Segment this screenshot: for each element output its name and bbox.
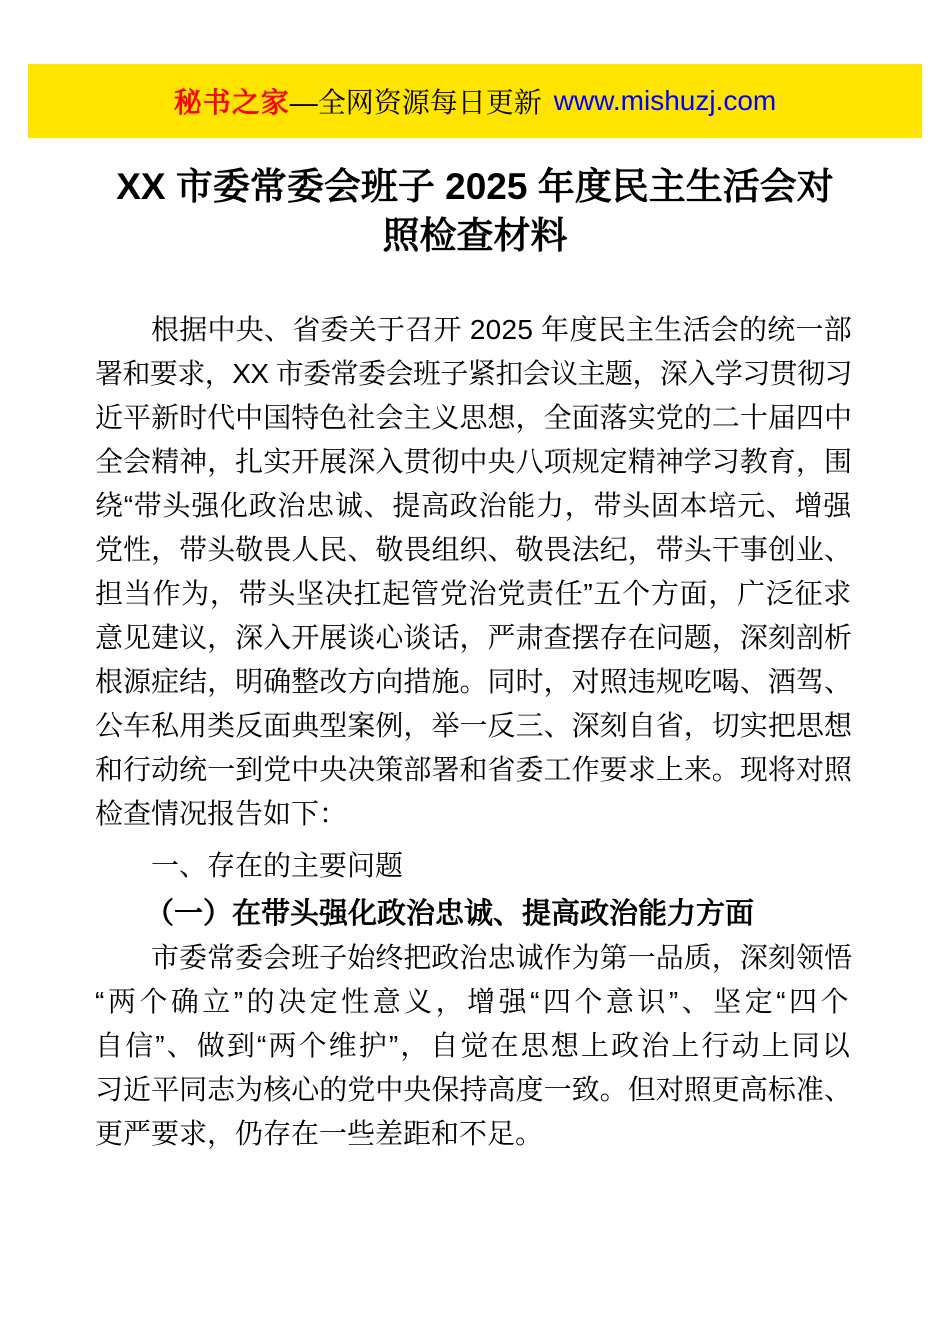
body-line [95, 660, 852, 704]
document-body [95, 308, 852, 1156]
body-line-text: 绕“带头强化政治忠诚、提高政治能力，带头固本培元、增强 [95, 490, 852, 521]
document-title-line1: XX 市委常委会班子 2025 年度民主生活会对 [116, 166, 834, 207]
body-line [95, 396, 852, 440]
body-line-text: 意见建议，深入开展谈心谈话，严肃查摆存在问题，深刻剖析 [95, 622, 852, 653]
body-line [95, 980, 852, 1024]
body-line-text: 近平新时代中国特色社会主义思想，全面落实党的二十届四中 [95, 402, 852, 433]
site-name: 秘书之家 [173, 87, 290, 118]
body-line-text: 担当作为，带头坚决扛起管党治党责任”五个方面，广泛征求 [95, 578, 852, 609]
body-line-text: 署和要求，XX 市委常委会班子紧扣会议主题，深入学习贯彻习 [95, 358, 852, 389]
body-line [95, 528, 852, 572]
body-line-text: 自信”、做到“两个维护”，自觉在思想上政治上行动上同以 [95, 1030, 852, 1061]
document-title-line2: 照检查材料 [382, 215, 568, 256]
body-line-text: 根源症结，明确整改方向措施。同时，对照违规吃喝、酒驾、 [95, 666, 852, 697]
body-line-text: 检查情况报告如下： [95, 798, 348, 829]
body-line [95, 748, 852, 792]
body-line [95, 440, 852, 484]
body-line [95, 616, 852, 660]
body-line-text: 党性，带头敬畏人民、敬畏组织、敬畏法纪，带头干事创业、 [95, 534, 852, 565]
body-line-text: 市委常委会班子始终把政治忠诚作为第一品质，深刻领悟 [151, 942, 852, 973]
body-line-text: 全会精神，扎实开展深入贯彻中央八项规定精神学习教育，围 [95, 446, 852, 477]
body-line [95, 792, 852, 836]
body-line [95, 936, 852, 980]
body-line [95, 1024, 852, 1068]
banner-url-link[interactable]: www.mishuzj.com [553, 85, 777, 116]
body-line [95, 704, 852, 748]
body-line [95, 572, 852, 616]
body-line [95, 352, 852, 396]
body-line [95, 1112, 852, 1156]
body-line-text: 和行动统一到党中央决策部署和省委工作要求上来。现将对照 [95, 754, 852, 785]
section-subheading [95, 892, 852, 936]
body-line [95, 484, 852, 528]
body-line-text: 更严要求，仍存在一些差距和不足。 [95, 1118, 544, 1149]
body-line-text: “两个确立”的决定性意义，增强“四个意识”、坚定“四个 [95, 986, 852, 1017]
site-banner [28, 64, 922, 138]
banner-tagline: —全网资源每日更新 [289, 87, 542, 118]
heading-text: 一、存在的主要问题 [151, 850, 404, 881]
body-line-text: 公车私用类反面典型案例，举一反三、深刻自省，切实把思想 [95, 710, 852, 741]
body-line [95, 308, 852, 352]
body-line-text: 习近平同志为核心的党中央保持高度一致。但对照更高标准、 [95, 1074, 852, 1105]
section-heading [95, 844, 852, 888]
heading-text: （一）在带头强化政治忠诚、提高政治能力方面 [145, 898, 755, 930]
body-line-text: 根据中央、省委关于召开 2025 年度民主生活会的统一部 [151, 314, 852, 345]
document-title [0, 162, 950, 260]
body-line [95, 1068, 852, 1112]
